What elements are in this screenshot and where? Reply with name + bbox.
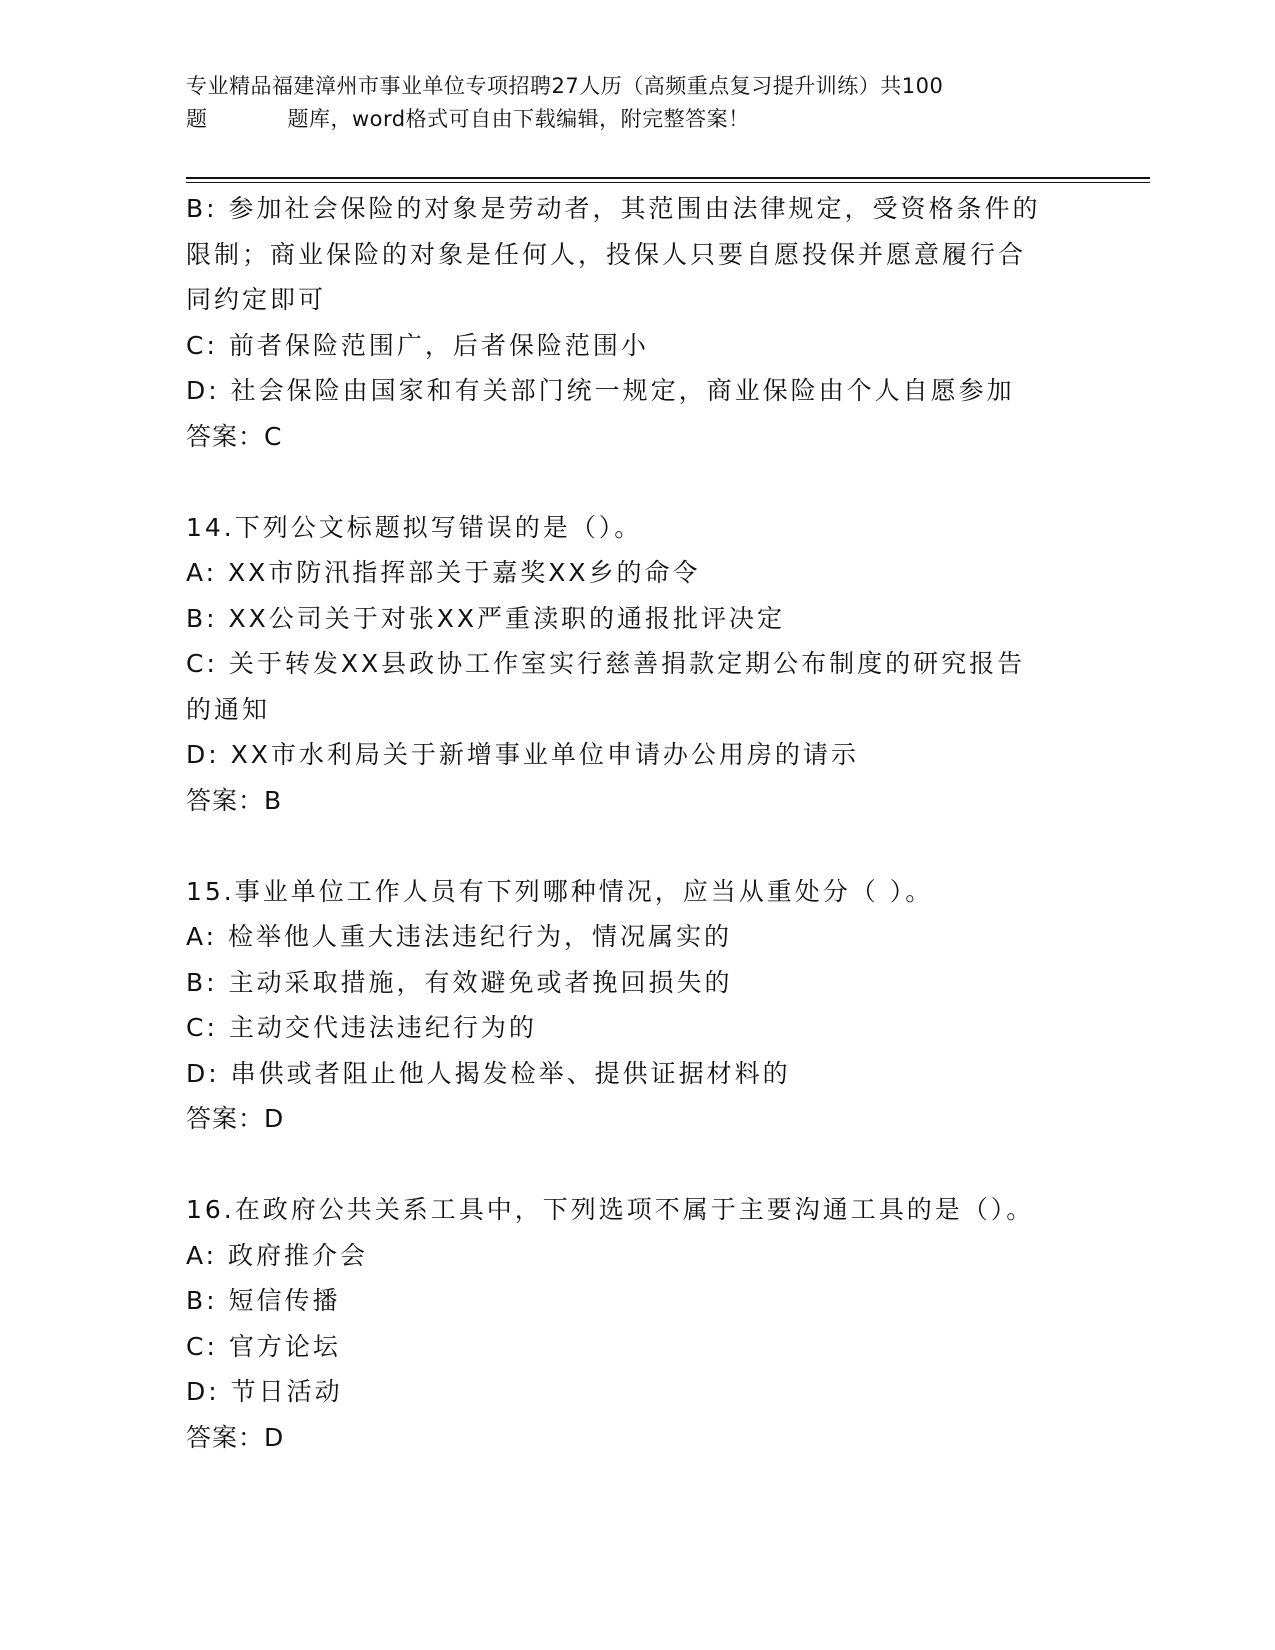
header-rule-thin bbox=[186, 182, 1150, 183]
answer: 答案：C bbox=[186, 421, 283, 451]
question-15 bbox=[186, 869, 1086, 1142]
question-stem: 15.事业单位工作人员有下列哪种情况，应当从重处分（ ）。 bbox=[186, 876, 934, 906]
option-d: D: XX市水利局关于新增事业单位申请办公用房的请示 bbox=[186, 740, 859, 769]
option-c: C: 关于转发XX县政协工作室实行慈善捐款定期公布制度的研究报告 bbox=[186, 649, 1026, 678]
option-c: C: 前者保险范围广，后者保险范围小 bbox=[186, 330, 649, 360]
header-rule-thick bbox=[186, 177, 1150, 179]
header-line-2-start: 题 bbox=[186, 107, 208, 131]
question-14 bbox=[186, 505, 1086, 824]
document-body bbox=[186, 186, 1086, 1460]
page-header bbox=[186, 70, 1106, 136]
answer: 答案：D bbox=[186, 1422, 285, 1452]
option-b: B: 短信传播 bbox=[186, 1286, 341, 1315]
question-13-continued bbox=[186, 186, 1086, 459]
option-c-continued: 的通知 bbox=[186, 694, 271, 724]
option-c: C: 官方论坛 bbox=[186, 1331, 341, 1361]
option-a: A: XX市防汛指挥部关于嘉奖XX乡的命令 bbox=[186, 558, 701, 587]
answer: 答案：D bbox=[186, 1104, 285, 1133]
answer: 答案：B bbox=[186, 785, 283, 815]
option-c: C: 主动交代违法违纪行为的 bbox=[186, 1013, 537, 1042]
question-stem: 16.在政府公共关系工具中，下列选项不属于主要沟通工具的是（）。 bbox=[186, 1195, 1035, 1224]
option-d: D: 社会保险由国家和有关部门统一规定，商业保险由个人自愿参加 bbox=[186, 376, 1015, 405]
option-a: A: 检举他人重大违法违纪行为，情况属实的 bbox=[186, 922, 733, 951]
header-line-1: 专业精品福建漳州市事业单位专项招聘27人历（高频重点复习提升训练）共100 bbox=[186, 74, 944, 98]
option-a: A: 政府推介会 bbox=[186, 1240, 369, 1270]
option-b: B: 参加社会保险的对象是劳动者，其范围由法律规定，受资格条件的 bbox=[186, 194, 1041, 223]
option-d: D: 串供或者阻止他人揭发检举、提供证据材料的 bbox=[186, 1058, 791, 1088]
header-line-2 bbox=[186, 103, 1106, 136]
option-d: D: 节日活动 bbox=[186, 1377, 343, 1406]
option-b-continued: 同约定即可 bbox=[186, 285, 327, 314]
option-b: B: XX公司关于对张XX严重渎职的通报批评决定 bbox=[186, 603, 786, 633]
option-b-continued: 限制；商业保险的对象是任何人，投保人只要自愿投保并愿意履行合 bbox=[186, 239, 1027, 269]
question-stem: 14.下列公文标题拟写错误的是（）。 bbox=[186, 512, 643, 542]
header-line-2-end: 题库，word格式可自由下载编辑，附完整答案！ bbox=[287, 107, 750, 131]
option-b: B: 主动采取措施，有效避免或者挽回损失的 bbox=[186, 967, 733, 997]
question-16 bbox=[186, 1187, 1086, 1460]
